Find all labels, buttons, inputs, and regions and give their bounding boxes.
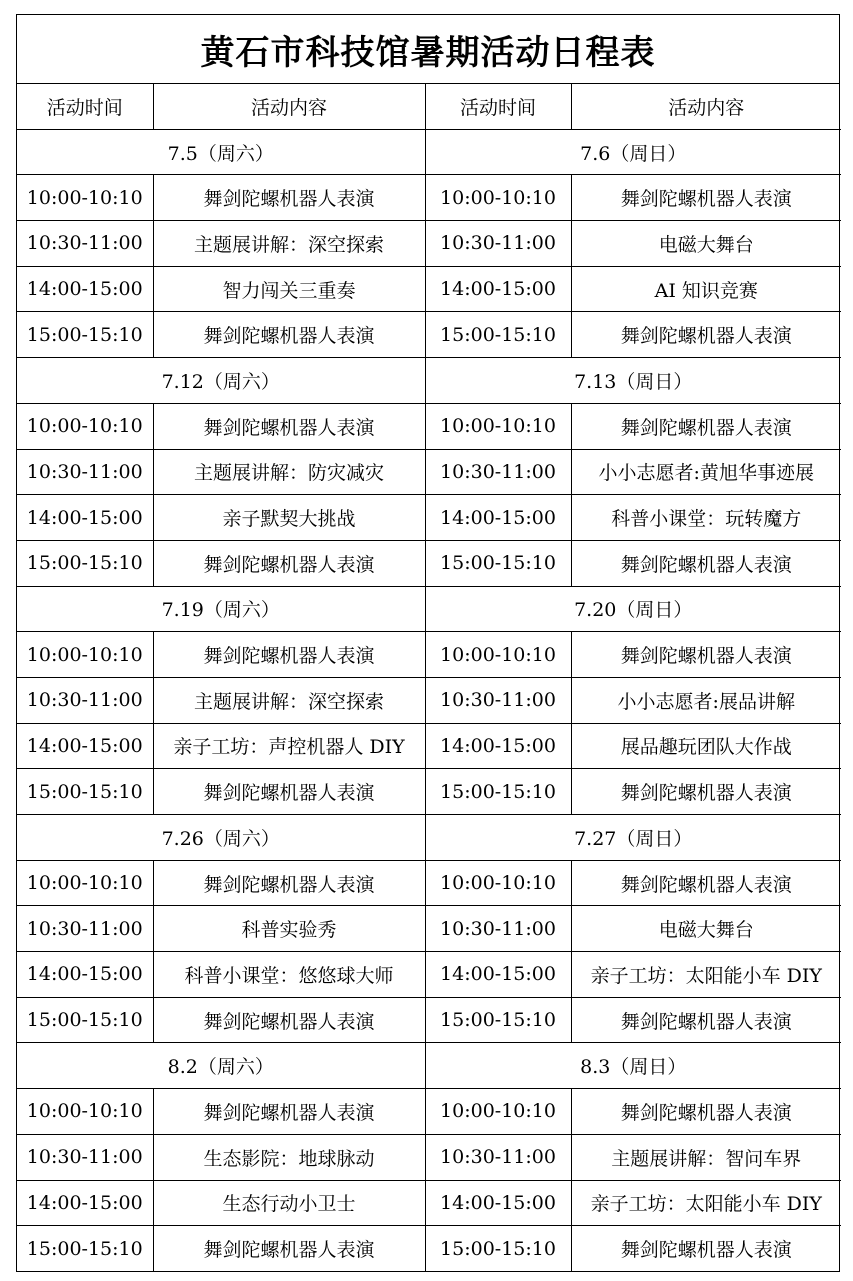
time-left: 10:30-11:00 [17, 677, 153, 723]
table-row [17, 449, 841, 495]
date-left: 7.19（周六） [17, 586, 425, 632]
activity-left: 舞剑陀螺机器人表演 [153, 997, 425, 1043]
activity-right: 舞剑陀螺机器人表演 [571, 1226, 841, 1271]
header-time-left: 活动时间 [17, 84, 153, 129]
activity-left: 舞剑陀螺机器人表演 [153, 1226, 425, 1271]
time-left: 14:00-15:00 [17, 1180, 153, 1226]
time-left: 15:00-15:10 [17, 997, 153, 1043]
activity-right: 舞剑陀螺机器人表演 [571, 860, 841, 906]
date-row [17, 129, 841, 175]
activity-left: 主题展讲解：深空探索 [153, 221, 425, 267]
time-right: 14:00-15:00 [425, 723, 571, 769]
activity-left: 生态影院：地球脉动 [153, 1134, 425, 1180]
date-left: 8.2（周六） [17, 1043, 425, 1089]
activity-right: 小小志愿者:黄旭华事迹展 [571, 449, 841, 495]
table-row [17, 860, 841, 906]
date-row [17, 358, 841, 404]
activity-left: 亲子默契大挑战 [153, 495, 425, 541]
header-time-right: 活动时间 [425, 84, 571, 129]
table-row [17, 632, 841, 678]
activity-left: 主题展讲解：防灾减灾 [153, 449, 425, 495]
time-left: 14:00-15:00 [17, 723, 153, 769]
activity-left: 舞剑陀螺机器人表演 [153, 860, 425, 906]
date-row [17, 586, 841, 632]
time-right: 10:30-11:00 [425, 1134, 571, 1180]
activity-left: 舞剑陀螺机器人表演 [153, 403, 425, 449]
activity-right: AI 知识竞赛 [571, 266, 841, 312]
activity-right: 电磁大舞台 [571, 221, 841, 267]
time-right: 10:00-10:10 [425, 175, 571, 221]
activity-right: 舞剑陀螺机器人表演 [571, 997, 841, 1043]
table-row [17, 677, 841, 723]
schedule-sheet [16, 14, 840, 1272]
table-row [17, 221, 841, 267]
table-row [17, 495, 841, 541]
date-right: 7.27（周日） [425, 815, 841, 861]
schedule-body [17, 84, 841, 1271]
activity-right: 舞剑陀螺机器人表演 [571, 769, 841, 815]
time-right: 14:00-15:00 [425, 266, 571, 312]
time-left: 14:00-15:00 [17, 266, 153, 312]
activity-right: 电磁大舞台 [571, 906, 841, 952]
time-left: 15:00-15:10 [17, 312, 153, 358]
date-right: 7.6（周日） [425, 129, 841, 175]
activity-left: 智力闯关三重奏 [153, 266, 425, 312]
date-left: 7.26（周六） [17, 815, 425, 861]
activity-right: 小小志愿者:展品讲解 [571, 677, 841, 723]
table-row [17, 403, 841, 449]
activity-left: 舞剑陀螺机器人表演 [153, 540, 425, 586]
time-right: 15:00-15:10 [425, 769, 571, 815]
activity-left: 舞剑陀螺机器人表演 [153, 175, 425, 221]
time-right: 15:00-15:10 [425, 1226, 571, 1271]
activity-left: 舞剑陀螺机器人表演 [153, 1089, 425, 1135]
time-right: 10:00-10:10 [425, 1089, 571, 1135]
time-left: 14:00-15:00 [17, 952, 153, 998]
activity-right: 科普小课堂：玩转魔方 [571, 495, 841, 541]
header-content-left: 活动内容 [153, 84, 425, 129]
table-row [17, 952, 841, 998]
schedule-title: 黄石市科技馆暑期活动日程表 [17, 15, 839, 84]
activity-right: 舞剑陀螺机器人表演 [571, 540, 841, 586]
date-right: 7.20（周日） [425, 586, 841, 632]
time-left: 10:00-10:10 [17, 860, 153, 906]
table-row [17, 175, 841, 221]
activity-left: 舞剑陀螺机器人表演 [153, 632, 425, 678]
time-left: 15:00-15:10 [17, 1226, 153, 1271]
activity-right: 舞剑陀螺机器人表演 [571, 1089, 841, 1135]
date-right: 8.3（周日） [425, 1043, 841, 1089]
table-row [17, 723, 841, 769]
time-right: 10:00-10:10 [425, 860, 571, 906]
time-right: 10:30-11:00 [425, 906, 571, 952]
time-right: 15:00-15:10 [425, 540, 571, 586]
time-left: 10:00-10:10 [17, 175, 153, 221]
table-row [17, 769, 841, 815]
date-right: 7.13（周日） [425, 358, 841, 404]
table-row [17, 1089, 841, 1135]
table-row [17, 1226, 841, 1271]
time-left: 10:30-11:00 [17, 906, 153, 952]
activity-left: 科普实验秀 [153, 906, 425, 952]
table-row [17, 312, 841, 358]
time-right: 10:30-11:00 [425, 449, 571, 495]
activity-right: 舞剑陀螺机器人表演 [571, 403, 841, 449]
activity-left: 科普小课堂：悠悠球大师 [153, 952, 425, 998]
activity-right: 舞剑陀螺机器人表演 [571, 312, 841, 358]
table-row [17, 1134, 841, 1180]
time-right: 10:30-11:00 [425, 221, 571, 267]
time-right: 10:00-10:10 [425, 632, 571, 678]
time-right: 15:00-15:10 [425, 312, 571, 358]
table-row [17, 266, 841, 312]
table-row [17, 540, 841, 586]
activity-left: 主题展讲解：深空探索 [153, 677, 425, 723]
activity-right: 舞剑陀螺机器人表演 [571, 632, 841, 678]
activity-right: 主题展讲解：智问车界 [571, 1134, 841, 1180]
time-left: 10:30-11:00 [17, 1134, 153, 1180]
activity-right: 亲子工坊：太阳能小车 DIY [571, 952, 841, 998]
activity-left: 亲子工坊：声控机器人 DIY [153, 723, 425, 769]
activity-left: 生态行动小卫士 [153, 1180, 425, 1226]
time-left: 10:30-11:00 [17, 221, 153, 267]
activity-left: 舞剑陀螺机器人表演 [153, 769, 425, 815]
activity-right: 展品趣玩团队大作战 [571, 723, 841, 769]
time-right: 15:00-15:10 [425, 997, 571, 1043]
time-left: 10:30-11:00 [17, 449, 153, 495]
activity-right: 舞剑陀螺机器人表演 [571, 175, 841, 221]
date-left: 7.12（周六） [17, 358, 425, 404]
time-right: 10:30-11:00 [425, 677, 571, 723]
date-row [17, 1043, 841, 1089]
date-row [17, 815, 841, 861]
schedule-table [17, 84, 841, 1271]
time-left: 15:00-15:10 [17, 769, 153, 815]
time-right: 14:00-15:00 [425, 1180, 571, 1226]
time-left: 10:00-10:10 [17, 1089, 153, 1135]
header-row [17, 84, 841, 129]
table-row [17, 906, 841, 952]
activity-right: 亲子工坊：太阳能小车 DIY [571, 1180, 841, 1226]
time-left: 10:00-10:10 [17, 403, 153, 449]
date-left: 7.5（周六） [17, 129, 425, 175]
time-left: 15:00-15:10 [17, 540, 153, 586]
time-right: 14:00-15:00 [425, 495, 571, 541]
activity-left: 舞剑陀螺机器人表演 [153, 312, 425, 358]
table-row [17, 997, 841, 1043]
time-right: 14:00-15:00 [425, 952, 571, 998]
time-left: 14:00-15:00 [17, 495, 153, 541]
time-left: 10:00-10:10 [17, 632, 153, 678]
time-right: 10:00-10:10 [425, 403, 571, 449]
table-row [17, 1180, 841, 1226]
header-content-right: 活动内容 [571, 84, 841, 129]
